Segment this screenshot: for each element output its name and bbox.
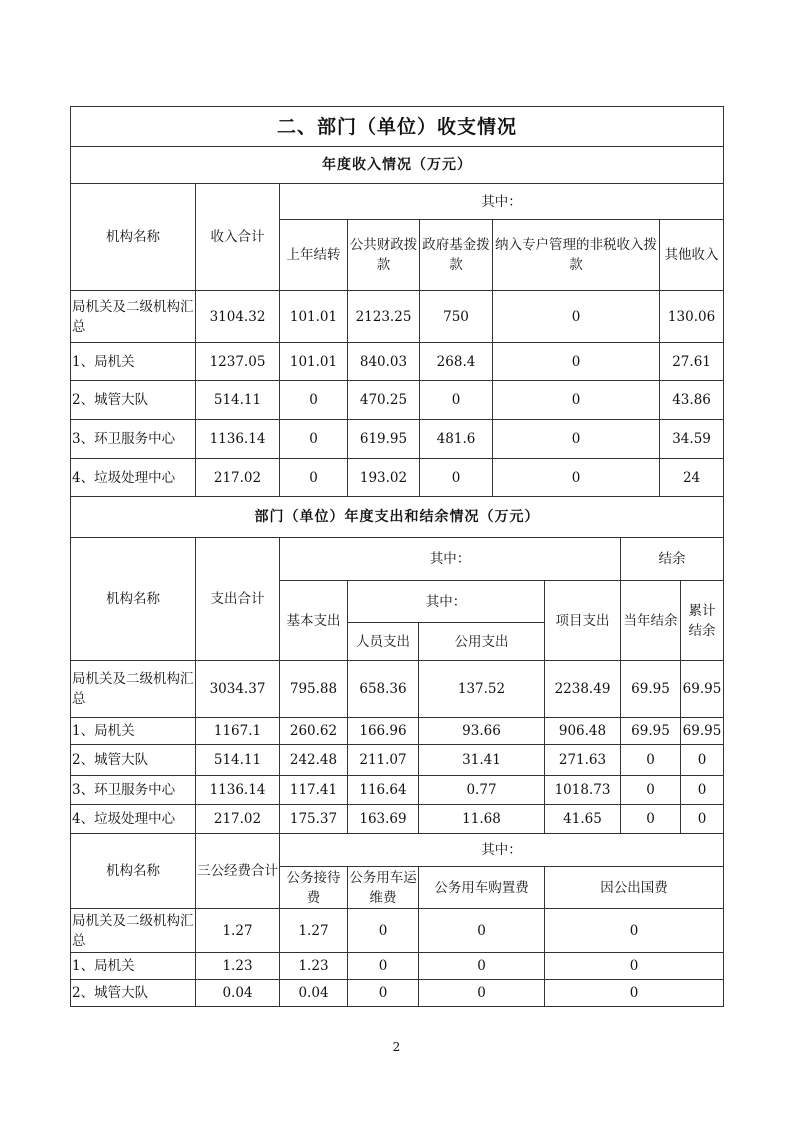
table-row bbox=[71, 745, 724, 776]
value-cell: 69.95 bbox=[621, 661, 681, 718]
value-cell: 1136.14 bbox=[196, 420, 280, 459]
header-personnel: 人员支出 bbox=[348, 623, 419, 661]
value-cell: 211.07 bbox=[348, 745, 419, 776]
org-name-cell: 3、环卫服务中心 bbox=[71, 776, 196, 805]
header-reception: 公务接待费 bbox=[280, 867, 348, 909]
header-non-tax: 纳入专户管理的非税收入拨款 bbox=[493, 220, 660, 291]
value-cell: 24 bbox=[660, 459, 724, 497]
value-cell: 514.11 bbox=[196, 381, 280, 420]
value-cell: 0 bbox=[493, 381, 660, 420]
header-cum-balance: 累计结余 bbox=[681, 581, 724, 661]
table-row bbox=[71, 776, 724, 805]
header-car-maint: 公务用车运维费 bbox=[348, 867, 419, 909]
value-cell: 11.68 bbox=[419, 805, 545, 834]
value-cell: 0 bbox=[621, 776, 681, 805]
expense-section-title: 部门（单位）年度支出和结余情况（万元） bbox=[71, 497, 724, 538]
value-cell: 0 bbox=[348, 980, 419, 1007]
value-cell: 268.4 bbox=[420, 343, 493, 381]
value-cell: 0 bbox=[545, 909, 724, 953]
value-cell: 2238.49 bbox=[545, 661, 621, 718]
value-cell: 1.23 bbox=[280, 953, 348, 980]
value-cell: 1237.05 bbox=[196, 343, 280, 381]
value-cell: 0 bbox=[621, 745, 681, 776]
value-cell: 0 bbox=[348, 909, 419, 953]
value-cell: 1.27 bbox=[196, 909, 280, 953]
org-name-cell: 局机关及二级机构汇总 bbox=[71, 909, 196, 953]
value-cell: 0 bbox=[420, 381, 493, 420]
value-cell: 795.88 bbox=[280, 661, 348, 718]
org-name-cell: 2、城管大队 bbox=[71, 980, 196, 1007]
value-cell: 658.36 bbox=[348, 661, 419, 718]
value-cell: 43.86 bbox=[660, 381, 724, 420]
value-cell: 69.95 bbox=[621, 718, 681, 745]
table-row bbox=[71, 420, 724, 459]
value-cell: 0 bbox=[493, 291, 660, 343]
value-cell: 0 bbox=[348, 953, 419, 980]
three-public-table bbox=[70, 833, 724, 1007]
value-cell: 619.95 bbox=[348, 420, 420, 459]
value-cell: 1136.14 bbox=[196, 776, 280, 805]
header-year-balance: 当年结余 bbox=[621, 581, 681, 661]
header-gov-fund: 政府基金拨款 bbox=[420, 220, 493, 291]
value-cell: 0 bbox=[681, 776, 724, 805]
value-cell: 0 bbox=[280, 381, 348, 420]
value-cell: 1.23 bbox=[196, 953, 280, 980]
value-cell: 3104.32 bbox=[196, 291, 280, 343]
value-cell: 0 bbox=[493, 343, 660, 381]
value-cell: 1.27 bbox=[280, 909, 348, 953]
header-of-which: 其中： bbox=[280, 834, 724, 867]
header-total: 收入合计 bbox=[196, 184, 280, 291]
value-cell: 0.77 bbox=[419, 776, 545, 805]
org-name-cell: 1、局机关 bbox=[71, 343, 196, 381]
value-cell: 0 bbox=[419, 980, 545, 1007]
table-row bbox=[71, 381, 724, 420]
value-cell: 166.96 bbox=[348, 718, 419, 745]
value-cell: 0 bbox=[621, 805, 681, 834]
table-row bbox=[71, 291, 724, 343]
value-cell: 514.11 bbox=[196, 745, 280, 776]
value-cell: 34.59 bbox=[660, 420, 724, 459]
table-row bbox=[71, 343, 724, 381]
value-cell: 69.95 bbox=[681, 661, 724, 718]
table-row bbox=[71, 718, 724, 745]
header-of-which-2: 其中： bbox=[348, 581, 545, 623]
value-cell: 0.04 bbox=[280, 980, 348, 1007]
header-basic: 基本支出 bbox=[280, 581, 348, 661]
table-row bbox=[71, 459, 724, 497]
value-cell: 2123.25 bbox=[348, 291, 420, 343]
value-cell: 0 bbox=[280, 420, 348, 459]
header-total: 三公经费合计 bbox=[196, 834, 280, 909]
value-cell: 0 bbox=[280, 459, 348, 497]
header-car-purchase: 公务用车购置费 bbox=[419, 867, 545, 909]
table-row bbox=[71, 805, 724, 834]
header-other: 其他收入 bbox=[660, 220, 724, 291]
value-cell: 130.06 bbox=[660, 291, 724, 343]
value-cell: 31.41 bbox=[419, 745, 545, 776]
header-public-finance: 公共财政拨款 bbox=[348, 220, 420, 291]
value-cell: 0 bbox=[545, 980, 724, 1007]
value-cell: 260.62 bbox=[280, 718, 348, 745]
org-name-cell: 1、局机关 bbox=[71, 718, 196, 745]
value-cell: 137.52 bbox=[419, 661, 545, 718]
org-name-cell: 局机关及二级机构汇总 bbox=[71, 291, 196, 343]
table-row bbox=[71, 953, 724, 980]
header-name: 机构名称 bbox=[71, 538, 196, 661]
value-cell: 1167.1 bbox=[196, 718, 280, 745]
table-row bbox=[71, 661, 724, 718]
value-cell: 242.48 bbox=[280, 745, 348, 776]
org-name-cell: 局机关及二级机构汇总 bbox=[71, 661, 196, 718]
header-name: 机构名称 bbox=[71, 834, 196, 909]
table-row bbox=[71, 909, 724, 953]
header-of-which: 其中： bbox=[280, 184, 724, 220]
page-title: 二、部门（单位）收支情况 bbox=[71, 107, 724, 147]
value-cell: 271.63 bbox=[545, 745, 621, 776]
value-cell: 117.41 bbox=[280, 776, 348, 805]
value-cell: 217.02 bbox=[196, 805, 280, 834]
value-cell: 0 bbox=[419, 953, 545, 980]
value-cell: 41.65 bbox=[545, 805, 621, 834]
value-cell: 3034.37 bbox=[196, 661, 280, 718]
org-name-cell: 2、城管大队 bbox=[71, 381, 196, 420]
org-name-cell: 2、城管大队 bbox=[71, 745, 196, 776]
value-cell: 0.04 bbox=[196, 980, 280, 1007]
value-cell: 101.01 bbox=[280, 343, 348, 381]
header-project: 项目支出 bbox=[545, 581, 621, 661]
header-total: 支出合计 bbox=[196, 538, 280, 661]
income-table bbox=[70, 106, 724, 497]
value-cell: 1018.73 bbox=[545, 776, 621, 805]
value-cell: 0 bbox=[419, 909, 545, 953]
value-cell: 481.6 bbox=[420, 420, 493, 459]
value-cell: 69.95 bbox=[681, 718, 724, 745]
value-cell: 0 bbox=[493, 420, 660, 459]
value-cell: 163.69 bbox=[348, 805, 419, 834]
value-cell: 0 bbox=[545, 953, 724, 980]
header-name: 机构名称 bbox=[71, 184, 196, 291]
expense-table bbox=[70, 496, 724, 834]
org-name-cell: 3、环卫服务中心 bbox=[71, 420, 196, 459]
value-cell: 116.64 bbox=[348, 776, 419, 805]
value-cell: 27.61 bbox=[660, 343, 724, 381]
value-cell: 0 bbox=[420, 459, 493, 497]
value-cell: 93.66 bbox=[419, 718, 545, 745]
value-cell: 470.25 bbox=[348, 381, 420, 420]
value-cell: 906.48 bbox=[545, 718, 621, 745]
org-name-cell: 4、垃圾处理中心 bbox=[71, 459, 196, 497]
org-name-cell: 4、垃圾处理中心 bbox=[71, 805, 196, 834]
table-row bbox=[71, 980, 724, 1007]
value-cell: 840.03 bbox=[348, 343, 420, 381]
header-of-which: 其中： bbox=[280, 538, 621, 581]
income-section-title: 年度收入情况（万元） bbox=[71, 147, 724, 184]
org-name-cell: 1、局机关 bbox=[71, 953, 196, 980]
value-cell: 193.02 bbox=[348, 459, 420, 497]
value-cell: 0 bbox=[681, 745, 724, 776]
header-public-use: 公用支出 bbox=[419, 623, 545, 661]
header-abroad: 因公出国费 bbox=[545, 867, 724, 909]
value-cell: 750 bbox=[420, 291, 493, 343]
value-cell: 217.02 bbox=[196, 459, 280, 497]
value-cell: 175.37 bbox=[280, 805, 348, 834]
value-cell: 101.01 bbox=[280, 291, 348, 343]
header-balance: 结余 bbox=[621, 538, 724, 581]
value-cell: 0 bbox=[681, 805, 724, 834]
header-carryover: 上年结转 bbox=[280, 220, 348, 291]
page-number: 2 bbox=[392, 1040, 401, 1054]
value-cell: 0 bbox=[493, 459, 660, 497]
